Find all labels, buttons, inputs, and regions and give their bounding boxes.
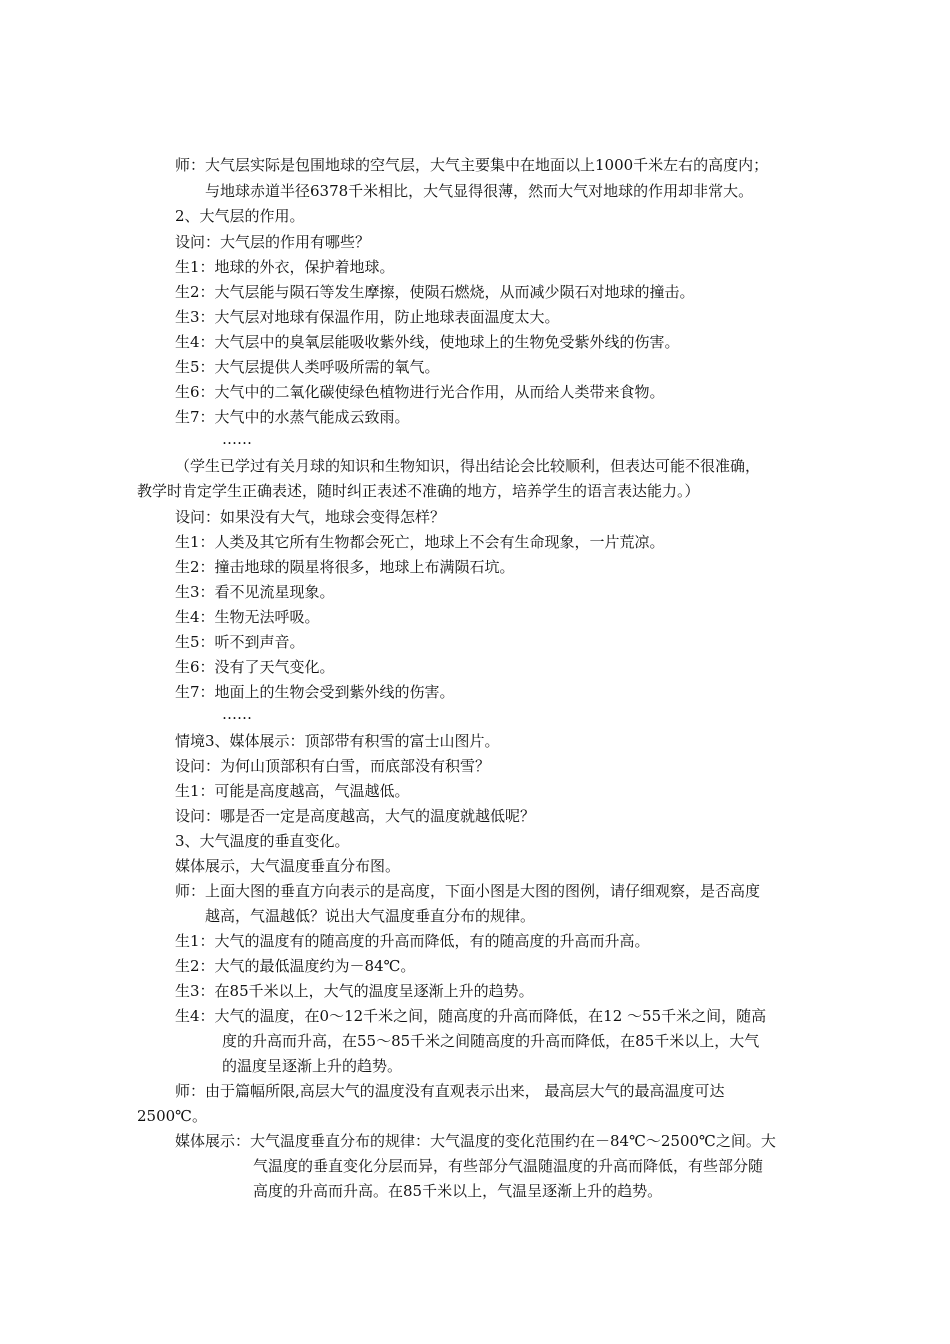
question-line: 设问：哪是否一定是高度越高，大气的温度就越低呢？ xyxy=(175,807,536,825)
student-answer: 生3：大气层对地球有保温作用，防止地球表面温度太大。 xyxy=(175,308,560,326)
student-answer: 生4：大气层中的臭氧层能吸收紫外线，使地球上的生物免受紫外线的伤害。 xyxy=(175,333,680,351)
student-answer: 生2：撞击地球的陨星将很多，地球上布满陨石坑。 xyxy=(175,558,515,576)
note-line: 教学时肯定学生正确表述，随时纠正表述不准确的地方，培养学生的语言表达能力。） xyxy=(137,482,700,500)
student-answer: 生5：大气层提供人类呼吸所需的氧气。 xyxy=(175,358,440,376)
text-line: 师：大气层实际是包围地球的空气层，大气主要集中在地面以上1000千米左右的高度内； xyxy=(175,156,769,174)
student-answer: 度的升高而升高，在55～85千米之间随高度的升高而降低，在85千米以上，大气 xyxy=(222,1032,760,1050)
media-line: 媒体展示：大气温度垂直分布的规律：大气温度的变化范围约在－84℃～2500℃之间。大 xyxy=(175,1132,776,1150)
question-line: 设问：大气层的作用有哪些？ xyxy=(175,233,371,251)
teacher-line: 2500℃。 xyxy=(137,1107,207,1125)
student-answer: 生7：地面上的生物会受到紫外线的伤害。 xyxy=(175,683,455,701)
student-answer: 的温度呈逐渐上升的趋势。 xyxy=(222,1057,403,1075)
student-answer: 生6：大气中的二氧化碳使绿色植物进行光合作用，从而给人类带来食物。 xyxy=(175,383,665,401)
teacher-line: 师：由于篇幅所限,高层大气的温度没有直观表示出来， 最高层大气的最高温度可达 xyxy=(175,1082,725,1100)
student-answer: 生2：大气层能与陨石等发生摩擦，使陨石燃烧，从而减少陨石对地球的撞击。 xyxy=(175,283,695,301)
text-line: 与地球赤道半径6378千米相比，大气显得很薄，然而大气对地球的作用却非常大。 xyxy=(205,182,754,200)
teacher-line: 师：上面大图的垂直方向表示的是高度，下面小图是大图的图例，请仔细观察，是否高度 xyxy=(175,882,761,900)
section-heading: 3、大气温度的垂直变化。 xyxy=(175,832,350,850)
media-line: 气温度的垂直变化分层而异，有些部分气温随温度的升高而降低，有些部分随 xyxy=(253,1157,764,1175)
student-answer: 生4：大气的温度，在0～12千米之间，随高度的升高而降低，在12 ～55千米之间，随高 xyxy=(175,1007,767,1025)
student-answer: 生4：生物无法呼吸。 xyxy=(175,608,320,626)
teacher-line: 越高，气温越低？说出大气温度垂直分布的规律。 xyxy=(205,907,536,925)
student-answer: 生3：看不见流星现象。 xyxy=(175,583,335,601)
student-answer: 生6：没有了天气变化。 xyxy=(175,658,335,676)
student-answer: 生2：大气的最低温度约为－84℃。 xyxy=(175,957,416,975)
question-line: 设问：如果没有大气，地球会变得怎样？ xyxy=(175,508,446,526)
ellipsis: …… xyxy=(222,430,252,448)
scenario-line: 情境3、媒体展示：顶部带有积雪的富士山图片。 xyxy=(175,732,500,750)
student-answer: 生1：大气的温度有的随高度的升高而降低，有的随高度的升高而升高。 xyxy=(175,932,650,950)
media-line: 高度的升高而升高。在85千米以上，气温呈逐渐上升的趋势。 xyxy=(253,1182,663,1200)
student-answer: 生1：人类及其它所有生物都会死亡，地球上不会有生命现象，一片荒凉。 xyxy=(175,533,665,551)
student-answer: 生3：在85千米以上，大气的温度呈逐渐上升的趋势。 xyxy=(175,982,534,1000)
media-line: 媒体展示，大气温度垂直分布图。 xyxy=(175,857,401,875)
section-heading: 2、大气层的作用。 xyxy=(175,207,305,225)
student-answer: 生1：地球的外衣，保护着地球。 xyxy=(175,258,395,276)
question-line: 设问：为何山顶部积有白雪，而底部没有积雪？ xyxy=(175,757,491,775)
note-line: （学生已学过有关月球的知识和生物知识，得出结论会比较顺利，但表达可能不很准确， xyxy=(175,457,761,475)
student-answer: 生1：可能是高度越高，气温越低。 xyxy=(175,782,410,800)
ellipsis: …… xyxy=(222,705,252,723)
student-answer: 生5：听不到声音。 xyxy=(175,633,305,651)
student-answer: 生7：大气中的水蒸气能成云致雨。 xyxy=(175,408,410,426)
